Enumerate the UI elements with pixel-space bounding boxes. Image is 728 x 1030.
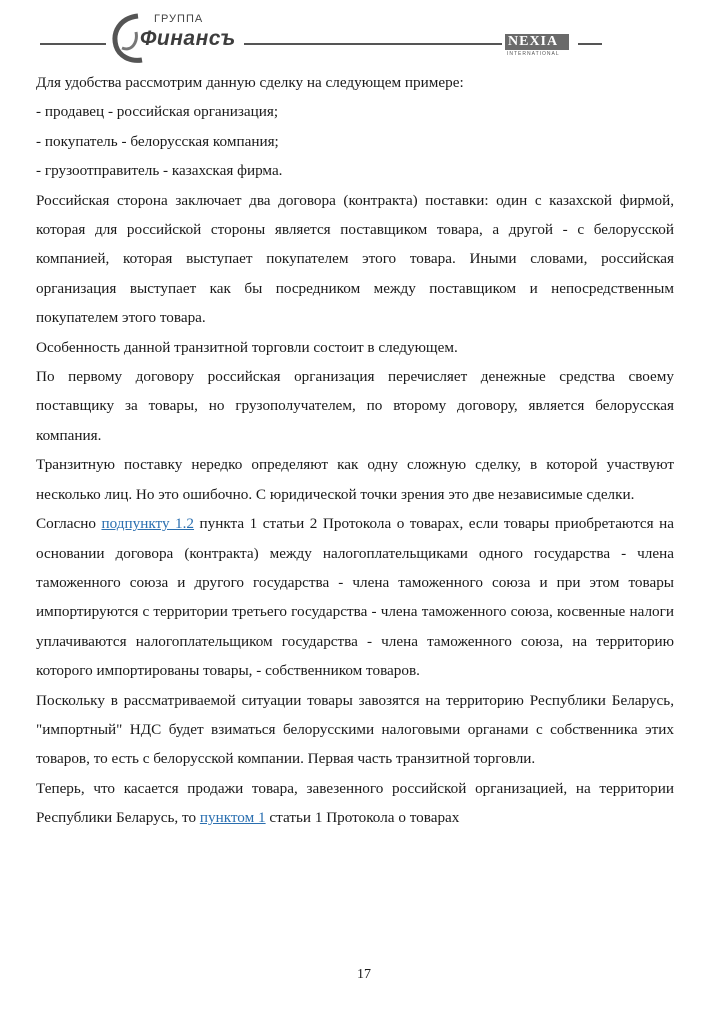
header-rule-left — [40, 43, 106, 45]
paragraph-protocol-text-before: Согласно — [36, 515, 102, 533]
header-rule-right — [578, 43, 602, 45]
paragraph-intro: Для удобства рассмотрим данную сделку на следующем примере: — [36, 74, 464, 91]
page-header — [0, 0, 728, 68]
paragraph-sale — [36, 774, 674, 833]
paragraph-import-vat: Поскольку в рассматриваемой ситуации товары завозятся на территорию Республики Беларусь, "импортный" НДС будет взиматься белорусскими налоговыми органами с собственника этих товаров, то есть с белорусской компании. Первая часть транзитной торговли. — [36, 691, 674, 768]
paragraph-first-contract: По первому договору российская организация перечисляет денежные средства своему поставщику за товары, но грузополучателем, по второму договору, является белорусская компания. — [36, 368, 674, 444]
paragraph-transit: Транзитную поставку нередко определяют как одну сложную сделку, в которой участвуют несколько лиц. Но это ошибочно. С юридической точки зрения это две независимые сделки. — [36, 456, 674, 503]
nexia-logo-subtext: INTERNATIONAL — [507, 51, 560, 57]
logo-group-text: ГРУППА — [154, 13, 204, 25]
paragraph-contracts: Российская сторона заключает два договора (контракта) поставки: один с казахской фирмой, которая для российской стороны является поставщиком товара, а другой - с белорусской компанией, которая выступает покупателем этого товара. Иными словами, российская организация выступает как бы посредником между поставщиком и непосредственным покупателем этого товара. — [36, 191, 674, 327]
paragraph-feature: Особенность данной транзитной торговли состоит в следующем. — [36, 338, 458, 356]
list-item-buyer: - покупатель - белорусская компания; — [36, 132, 279, 150]
paragraph-protocol — [36, 509, 674, 685]
paragraph-sale-text-after: статьи 1 Протокола о товарах — [265, 809, 460, 827]
nexia-logo — [505, 28, 577, 60]
link-paragraph-1[interactable]: пунктом 1 — [199, 809, 266, 827]
nexia-logo-text: NEXIA — [508, 34, 559, 49]
logo-name-text: Финансъ — [140, 27, 236, 50]
list-item-shipper: - грузоотправитель - казахская фирма. — [36, 162, 283, 180]
paragraph-protocol-text-after: пункта 1 статьи 2 Протокола о товарах, если товары приобретаются на основании договора (контракта) между налогоплательщиками одного государства - члена таможенного союза и другого государства - члена таможенного союза и при этом товары импортируются с территории третьего государства - члена таможенного союза, косвенные налоги уплачиваются налогоплательщиком государства - члена таможенного союза, на территорию которого импортированы товары, - собственником товаров. — [36, 515, 674, 680]
page-number: 17 — [357, 967, 371, 982]
document-body — [36, 68, 674, 833]
header-rule-middle — [244, 43, 502, 45]
paragraph-sale-text-before: Теперь, что касается продажи товара, завезенного российской организацией, на территории Республики Беларусь, то — [36, 779, 674, 827]
list-item-seller: - продавец - российская организация; — [36, 103, 279, 121]
link-subparagraph-1-2[interactable]: подпункту 1.2 — [101, 515, 195, 533]
